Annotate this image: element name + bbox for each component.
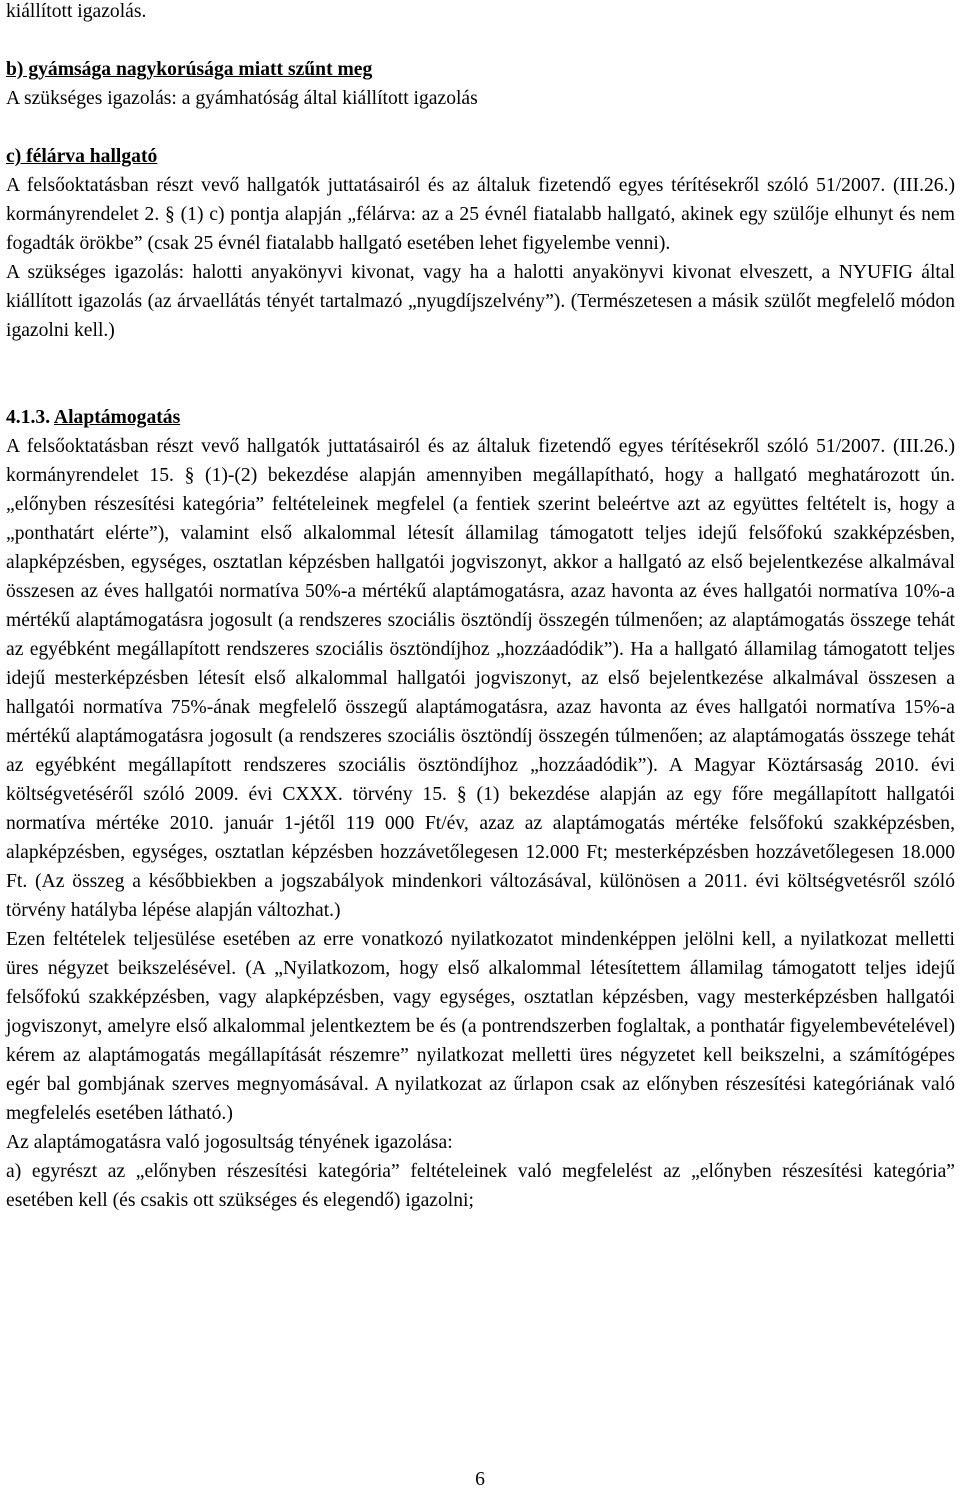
section-413-number: 4.1.3.	[6, 407, 51, 428]
section-413-para2: Ezen feltételek teljesülése esetében az erre vonatkozó nyilatkozatot mindenképpen jelölni kell, a nyilatkozat melletti üres négyzet beikszelésével. (A „Nyilatkozom, hogy első alkalommal létesítettem államilag támogatott teljes idejű felsőfokú szakképzésben, vagy alapképzésben, vagy egységes, osztatlan képzésben, vagy mesterképzésben hallgatói jogviszonyt, amelyre első alkalommal jelentkeztem be és (a pontrendszerben foglaltak, a ponthatár figyelembevételével) kérem az alaptámogatás megállapítását részemre” nyilatkozat melletti üres négyzetet kell beikszelni, a számítógépes egér bal gombjának szerves megnyomásával. A nyilatkozat az űrlapon csak az előnyben részesítési kategóriának való megfelelés esetében látható.)	[6, 929, 955, 1124]
document-body	[6, 0, 955, 1215]
spacer	[6, 26, 955, 55]
section-413-para1: A felsőoktatásban részt vevő hallgatók juttatásairól és az általuk fizetendő egyes térítésekről szóló 51/2007. (III.26.) kormányrendelet 15. § (1)-(2) bekezdése alapján amennyiben megállapítható, hogy a hallgató meghatározott ún. „előnyben részesítési kategória” feltételeinek megfelel (a fentiek szerint beleértve azt az együttes feltételt is, hogy a „ponthatárt elérte”), valamint első alkalommal létesít államilag támogatott teljes idejű felsőfokú szakképzésben, alapképzésben, egységes, osztatlan képzésben hallgatói jogviszonyt, akkor a hallgató az első bejelentkezése alkalmával összesen az éves hallgatói normatíva 50%-a mértékű alaptámogatásra, azaz havonta az éves hallgatói normatíva 10%-a mértékű alaptámogatásra jogosult (a rendszeres szociális ösztöndíj összegén túlmenően; az alaptámogatás összege tehát az egyébként megállapított rendszeres szociális ösztöndíjhoz „hozzáadódik”). Ha a hallgató államilag támogatott teljes idejű mesterképzésben létesít első alkalommal hallgatói jogviszonyt, az első bejelentkezése alkalmával összesen a hallgatói normatíva 75%-ának megfelelő összegű alaptámogatásra, azaz havonta az éves hallgatói normatíva 15%-a mértékű alaptámogatásra jogosult (a rendszeres szociális ösztöndíj összegén túlmenően; az alaptámogatás összege tehát az egyébként megállapított rendszeres szociális ösztöndíjhoz „hozzáadódik”). A Magyar Köztársaság 2010. évi költségvetéséről szóló 2009. évi CXXX. törvény 15. § (1) bekezdése alapján az egy főre megállapított hallgatói normatíva mértéke 2010. január 1-jétől 119 000 Ft/év, azaz az alaptámogatás mértéke felsőfokú szakképzésben, alapképzésben, egységes, osztatlan képzésben hozzávetőlegesen 12.000 Ft; mesterképzésben hozzávetőlegesen 18.000 Ft. (Az összeg a későbbiekben a jogszabályok mindenkori változásával, különösen a 2011. évi költségvetésről szóló törvény hatályba lépése alapján változhat.)	[6, 436, 955, 921]
section-c-para1: A felsőoktatásban részt vevő hallgatók juttatásairól és az általuk fizetendő egyes térítésekről szóló 51/2007. (III.26.) kormányrendelet 2. § (1) c) pontja alapján „félárva: az a 25 évnél fiatalabb hallgató, akinek egy szülője elhunyt és nem fogadták örökbe” (csak 25 évnél fiatalabb hallgató esetében lehet figyelembe venni).	[6, 175, 955, 254]
spacer	[6, 113, 955, 142]
section-b-heading: b) gyámsága nagykorúsága miatt szűnt meg	[6, 59, 373, 80]
section-c-heading: c) félárva hallgató	[6, 146, 158, 167]
section-c-para2: A szükséges igazolás: halotti anyakönyvi kivonat, vagy ha a halotti anyakönyvi kivonat elveszett, a NYUFIG által kiállított igazolás (az árvaellátás tényét tartalmazó „nyugdíjszelvény”). (Természetesen a másik szülőt megfelelő módon igazolni kell.)	[6, 262, 955, 341]
section-b-text: A szükséges igazolás: a gyámhatóság által kiállított igazolás	[6, 88, 478, 109]
section-413-heading	[6, 403, 955, 432]
section-413-para3: Az alaptámogatásra való jogosultság tényének igazolása:	[6, 1132, 453, 1153]
line-top: kiállított igazolás.	[6, 1, 147, 22]
section-413-title: Alaptámogatás	[53, 407, 181, 428]
page-number: 6	[475, 1469, 485, 1490]
section-413-para4: a) egyrészt az „előnyben részesítési kategória” feltételeinek való megfelelést az „előnyben részesítési kategória” esetében kell (és csakis ott szükséges és elegendő) igazolni;	[6, 1161, 955, 1211]
spacer	[6, 345, 955, 403]
